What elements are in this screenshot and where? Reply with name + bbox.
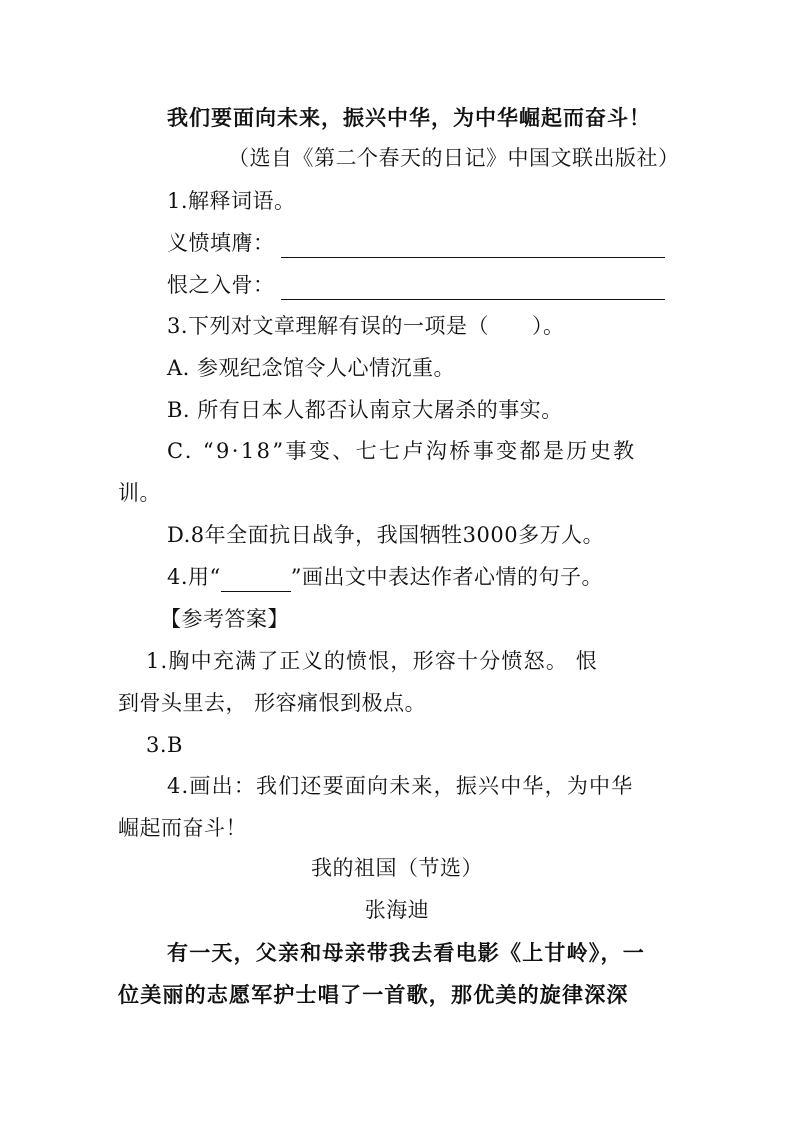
closing-sentence: 我们要面向未来，振兴中华，为中华崛起而奋斗！ — [167, 106, 651, 130]
option-d: D.8年全面抗日战争，我国牺牲3000多万人。 — [167, 523, 605, 547]
option-a: A. 参观纪念馆令人心情沉重。 — [167, 356, 456, 380]
answer-4-cont: 崛起而奋斗！ — [118, 816, 247, 840]
article-paragraph-line-2: 位美丽的志愿军护士唱了一首歌，那优美的旋律深深 — [118, 983, 629, 1007]
word-2-row — [167, 270, 665, 300]
option-c: C. “9·18”事变、七七卢沟桥事变都是历史教 — [167, 439, 637, 463]
word-2-answer-line[interactable] — [281, 277, 665, 300]
article-author: 张海迪 — [364, 898, 430, 922]
word-1-answer-line[interactable] — [281, 235, 665, 258]
article-paragraph-line-1: 有一天，父亲和母亲带我去看电影《上甘岭》，一 — [167, 941, 645, 965]
question-3: 3.下列对文章理解有误的一项是（ ）。 — [167, 314, 565, 338]
answer-heading: 【参考答案】 — [160, 607, 289, 631]
answer-1-cont: 到骨头里去， 形容痛恨到极点。 — [118, 691, 427, 715]
question-4-prefix: 4.用“ — [167, 565, 221, 589]
answer-3: 3.B — [146, 733, 183, 757]
question-4 — [167, 562, 603, 592]
question-4-suffix: ”画出文中表达作者心情的句子。 — [290, 565, 604, 589]
answer-1: 1.胸中充满了正义的愤恨，形容十分愤怒。 恨 — [146, 649, 599, 673]
option-b: B. 所有日本人都否认南京大屠杀的事实。 — [167, 398, 563, 422]
answer-4: 4.画出：我们还要面向未来，振兴中华，为中华 — [167, 774, 634, 798]
question-1: 1.解释词语。 — [167, 189, 296, 213]
option-c-cont: 训。 — [118, 481, 161, 505]
word-1-row — [167, 228, 665, 258]
word-1-label: 义愤填膺： — [167, 231, 275, 255]
article-title: 我的祖国（节选） — [311, 856, 483, 880]
source-citation: （选自《第二个春天的日记》中国文联出版社） — [228, 146, 680, 170]
word-2-label: 恨之入骨： — [167, 273, 275, 297]
question-4-blank — [221, 571, 291, 592]
